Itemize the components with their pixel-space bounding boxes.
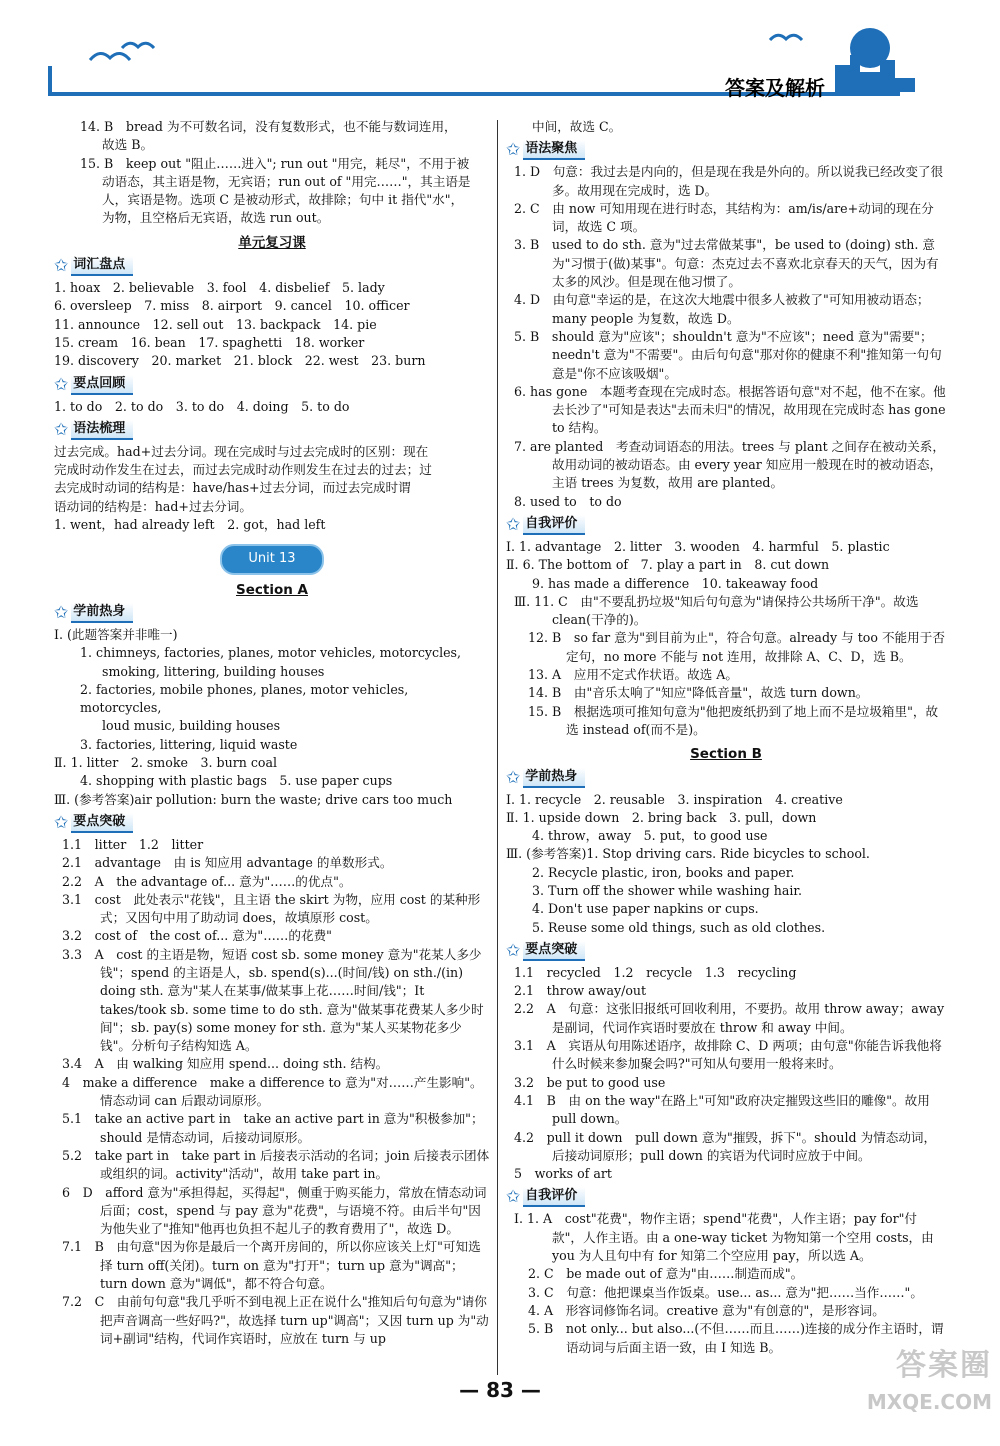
breakthrough-b-list [506, 964, 946, 1184]
answer-line: 12. B so far 意为"到目前为止"，符合句意。already 与 too 不能用于否定句，no more 不能与 not 连用，故排除 A、C、D，选 B。 [528, 630, 945, 664]
answer-line: 7.1 B 由句意"因为你是最后一个离开房间的，所以你应该关上灯"可知选择 turn off(关闭)。turn on 意为"打开"；turn up 意为"调高"；turn down 意为"调低"，都不符合句意。 [62, 1239, 481, 1292]
answer-line: 过去完成。had+过去分词。现在完成时与过去完成时的区别：现在 [54, 443, 429, 459]
section-a-title: Section A [236, 581, 308, 598]
answer-line: 2. factories, mobile phones, planes, motor vehicles, motorcycles, [80, 681, 409, 716]
answer-line: 故选 B。 [102, 137, 154, 153]
answer-line: Ⅲ. (参考答案)1. Stop driving cars. Ride bicycles to school. [506, 846, 870, 862]
section-label: 学前热身 [71, 603, 133, 623]
section-heading [54, 256, 490, 276]
answer-line: 1. hoax 2. believable 3. fool 4. disbelief 5. lady [54, 280, 385, 296]
answer-line: Ⅱ. 6. The bottom of 7. play a part in 8. cut down [506, 557, 830, 573]
answer-line: 4. D 由句意"幸运的是，在这次大地震中很多人被救了"可知用被动语态；many people 为复数，故选 D。 [514, 292, 930, 326]
answer-line: 3.3 A cost 的主语是物，短语 cost sb. some money 意为"花某人多少钱"；spend 的主语是人，sb. spend(s)...(时间/钱) on sth./(in) doing sth. 意为"某人在某事/做某事上花……时间/钱"；It takes/took sb. some time to do sth. 意为"做某事花费某人多少时间"；sb. pay(s) some money for sth. 意为"某人买某物花多少钱"。分析句子结构知选 A。 [62, 946, 484, 1054]
answer-line: 13. A 应用不定式作状语。故选 A。 [528, 667, 738, 683]
answer-line: 7.2 C 由前句句意"我几乎听不到电视上正在说什么"推知后句句意为"请你把声音调高一些好吗?"，故选择 turn up"调高"；又因 turn up 为"动词+副词"结构，代词作宾语时，应放在 turn 与 up [62, 1294, 489, 1346]
answer-line: 4.2 pull it down pull down 意为"摧毁，拆下"。should 为情态动词，后接动词原形；pull down 的宾语为代词时应放于中间。 [514, 1129, 937, 1163]
answer-line: 1. went，had already left 2. got，had left [54, 517, 326, 533]
self-eval-list [506, 538, 946, 739]
answer-line: 人，宾语是物。选项 C 是被动形式，故排除；句中 it 指代"水"， [102, 192, 464, 208]
section-heading [54, 375, 490, 395]
section-label: 自我评价 [523, 515, 585, 535]
answer-line: 4. Don't use paper napkins or cups. [532, 901, 759, 917]
answer-line: Ⅱ. 1. upside down 2. bring back 3. pull，down [506, 809, 817, 825]
section-heading [506, 941, 946, 961]
answer-line: 2.1 advantage 由 is 知应用 advantage 的单数形式。 [62, 855, 393, 871]
answer-line: Ⅰ. 1. A cost"花费"，物作主语；spend"花费"，人作主语；pay for"付款"，人作主语。由 a one-way ticket 为物知第一个空用 costs，由 you 为人且句中有 for 知第二个空应用 pay，所以选 A。 [514, 1211, 934, 1264]
answer-line: 1.1 recycled 1.2 recycle 1.3 recycling [514, 964, 797, 980]
unit-badge: Unit 13 [220, 544, 323, 574]
section-heading [54, 420, 490, 440]
left-column [54, 118, 490, 1348]
answer-line: 5 works of art [514, 1166, 612, 1182]
answer-line: 中间，故选 C。 [532, 119, 622, 134]
section-label: 语法梳理 [71, 420, 133, 440]
answer-line: 19. discovery 20. market 21. block 22. west 23. burn [54, 353, 426, 369]
answer-line: 14. B 由"音乐太响了"知应"降低音量"，故选 turn down。 [528, 685, 869, 701]
section-label: 自我评价 [523, 1187, 585, 1207]
answer-line: 2.2 A 句意：这张旧报纸可回收利用，不要扔。故用 throw away；away 是副词，代词作宾语时要放在 throw 和 away 中间。 [514, 1001, 945, 1035]
star-icon: ✩ [54, 602, 69, 623]
answer-line: 3.4 A 由 walking 知应用 spend... doing sth. 结构。 [62, 1056, 389, 1072]
answer-line: 3.2 be put to good use [514, 1074, 666, 1090]
section-heading [506, 515, 946, 535]
star-icon: ✩ [506, 767, 521, 788]
answer-line: 15. B 根据选项可推知句意为"他把废纸扔到了地上而不是垃圾箱里"，故选 instead of(而不是)。 [528, 703, 939, 737]
section-label: 词汇盘点 [71, 256, 133, 276]
answer-line: 6 D afford 意为"承担得起，买得起"，侧重于购买能力，常放在情态动词后面；cost，spend 与 pay 意为"花费"，与语境不符。由后半句"因为他失业了"推知"他再也负担不起儿子的教育费用了"，故选 D。 [62, 1184, 487, 1237]
star-icon: ✩ [54, 812, 69, 833]
answer-line: 5.2 take part in take part in 后接表示活动的名词；join 后接表示团体或组织的词。activity"活动"，故用 take part in。 [62, 1147, 490, 1182]
answer-line: 去完成时动词的结构是：have/has+过去分词，而过去完成时谓 [54, 480, 411, 496]
section-label: 要点回顾 [71, 375, 133, 395]
answer-line: 2.2 A the advantage of... 意为"……的优点"。 [62, 873, 352, 889]
answer-line: 2. Recycle plastic, iron, books and paper. [532, 864, 795, 880]
answer-line: smoking, littering, building houses [102, 663, 325, 679]
section-label: 要点突破 [523, 941, 585, 961]
answer-line: 4. A 形容词修饰名词。creative 意为"有创意的"，是形容词。 [528, 1302, 885, 1318]
answer-line: 2.1 throw away/out [514, 983, 647, 999]
answer-line: 3.1 cost 此处表示"花钱"，且主语 the skirt 为物，应用 cost 的某种形式；又因句中用了助动词 does，故填原形 cost。 [62, 891, 481, 926]
watermark [852, 1340, 992, 1440]
section-heading [54, 603, 490, 623]
answer-line: 动语态，其主语是物，无宾语；run out of "用完……"，其主语是 [102, 173, 471, 189]
answer-line: 5.1 take an active part in take an active part in 意为"积极参加"；should 是情态动词，后接动词原形。 [62, 1111, 484, 1145]
section-heading [506, 768, 946, 788]
answer-line: 完成时动作发生在过去，而过去完成时动作则发生在过去的过去；过 [54, 462, 432, 478]
page-number: — 83 — [459, 1378, 541, 1402]
unit-badge-wrap [54, 544, 490, 574]
answer-line: 2. C 由 now 可知用现在进行时态，其结构为：am/is/are+动词的现在分词，故选 C 项。 [514, 200, 934, 235]
answer-line: 1.1 litter 1.2 litter [62, 836, 204, 852]
answer-line: 4. shopping with plastic bags 5. use paper cups [80, 773, 393, 789]
warmup-list [54, 626, 490, 809]
star-icon: ✩ [506, 140, 521, 161]
answer-line: 6. has gone 本题考查现在完成时态。根据答语句意"对不起，他不在家。他去长沙了"可知是表达"去而未归"的情况，故用现在完成时态 has gone to 结构。 [514, 383, 946, 436]
self-eval-b-list [506, 1210, 946, 1356]
answer-line: 9. has made a difference 10. takeaway food [532, 575, 819, 591]
section-heading [506, 1187, 946, 1207]
watermark-url: MXQE.COM [866, 1390, 992, 1414]
answer-line: 14. B bread 为不可数名词，没有复数形式，也不能与数词连用， [80, 119, 457, 134]
answer-line: Ⅲ. 11. C 由"不要乱扔垃圾"知后句句意为"请保持公共场所干净"。故选 clean(干净的)。 [514, 593, 919, 628]
section-heading [506, 140, 946, 160]
answer-line: 3. Turn off the shower while washing hair. [532, 882, 802, 898]
answer-line: loud music, building houses [102, 718, 281, 734]
bird-icon [122, 43, 154, 48]
answer-line: 5. B not only... but also...(不但……而且……)连接的成分作主语时，谓语动词与后面主语一致，由 I 知选 B。 [528, 1321, 944, 1355]
section-heading [54, 813, 490, 833]
section-b-title: Section B [690, 746, 762, 763]
star-icon: ✩ [54, 419, 69, 440]
star-icon: ✩ [506, 1187, 521, 1208]
star-icon: ✩ [54, 256, 69, 277]
answer-line: 4. throw，away 5. put，to good use [532, 828, 768, 844]
bird-icon [90, 53, 130, 60]
answer-line: Ⅰ. 1. recycle 2. reusable 3. inspiration 4. creative [506, 791, 843, 807]
answer-line: 1. D 句意：我过去是内向的，但是现在我是外向的。所以说我已经改变了很多。故用现在完成时，选 D。 [514, 164, 944, 198]
section-label: 学前热身 [523, 768, 585, 788]
breakthrough-list [54, 836, 490, 1348]
page-header [0, 0, 1000, 120]
bird-icon [770, 35, 802, 40]
star-icon: ✩ [506, 514, 521, 535]
warmup-b-list [506, 791, 946, 937]
answer-line: 3. C 句意：他把课桌当作饭桌。use... as... 意为"把……当作……"。 [528, 1284, 923, 1300]
answer-line: 15. cream 16. bean 17. spaghetti 18. worker [54, 334, 365, 350]
section-label: 语法聚焦 [523, 140, 585, 160]
answer-line: 5. Reuse some old things, such as old clothes. [532, 919, 826, 935]
answer-line: Ⅲ. (参考答案)air pollution: burn the waste; drive cars too much [54, 791, 453, 807]
answer-line: 8. used to to do [514, 493, 622, 509]
answer-line: 语动词的结构是：had+过去分词。 [54, 498, 252, 514]
header-decoration [0, 0, 1000, 120]
answer-line: 为物，且空格后无宾语，故选 run out。 [102, 210, 330, 226]
answer-line: 3.1 A 宾语从句用陈述语序，故排除 C、D 两项；由句意"你能告诉我他将什么时候来参加聚会吗?"可知从句要用一般将来时。 [514, 1038, 942, 1072]
answer-line: 1. to do 2. to do 3. to do 4. doing 5. to do [54, 398, 350, 414]
star-icon: ✩ [506, 940, 521, 961]
header-title: 答案及解析 [725, 76, 825, 100]
answer-line: 3.2 cost of the cost of... 意为"……的花费" [62, 928, 332, 944]
answer-line: 1. chimneys, factories, planes, motor vehicles, motorcycles, [80, 645, 462, 661]
answer-line: 2. C be made out of 意为"由……制造而成"。 [528, 1266, 804, 1282]
answer-line: 15. B keep out "阻止……进入"; run out "用完，耗尽"，不用于被 [80, 155, 470, 171]
answer-line: 5. B should 意为"应该"；shouldn't 意为"不应该"；need 意为"需要"；needn't 意为"不需要"。由后句句意"那对你的健康不利"推知第一句句意是"你不应该吸烟"。 [514, 328, 942, 381]
answer-line: 3. B used to do sth. 意为"过去常做某事"，be used to (doing) sth. 意为"习惯于(做)某事"。句意：杰克过去不喜欢北京春天的天气，因为有太多的风沙。但是现在他习惯了。 [514, 237, 939, 290]
unit-review-title: 单元复习课 [238, 234, 306, 251]
answer-line: 11. announce 12. sell out 13. backpack 14. pie [54, 316, 377, 332]
answer-line: Ⅰ. (此题答案并非唯一) [54, 626, 178, 642]
grammar-focus-list [506, 163, 946, 511]
answer-line: 6. oversleep 7. miss 8. airport 9. cancel 10. officer [54, 298, 410, 314]
star-icon: ✩ [54, 374, 69, 395]
answer-line: 4 make a difference make a difference to 意为"对……产生影响"。情态动词 can 后跟动词原形。 [62, 1074, 483, 1109]
answer-line: 4.1 B 由 on the way"在路上"可知"政府决定摧毁这些旧的雕像"。故用 pull down。 [514, 1092, 930, 1127]
header-left-bracket [48, 66, 52, 96]
right-column [506, 118, 946, 1357]
answer-line: Ⅰ. 1. advantage 2. litter 3. wooden 4. harmful 5. plastic [506, 538, 890, 554]
answer-line: Ⅱ. 1. litter 2. smoke 3. burn coal [54, 755, 278, 771]
answer-line: 3. factories, littering, liquid waste [80, 736, 298, 752]
watermark-logo: 答案圈 [896, 1348, 992, 1383]
answer-line: 7. are planted 考查动词语态的用法。trees 与 plant 之间存在被动关系，故用动词的被动语态。由 every year 知应用一般现在时的被动语态，主语 trees 为复数，故用 are planted。 [514, 438, 945, 491]
column-divider [497, 120, 498, 1375]
section-label: 要点突破 [71, 813, 133, 833]
